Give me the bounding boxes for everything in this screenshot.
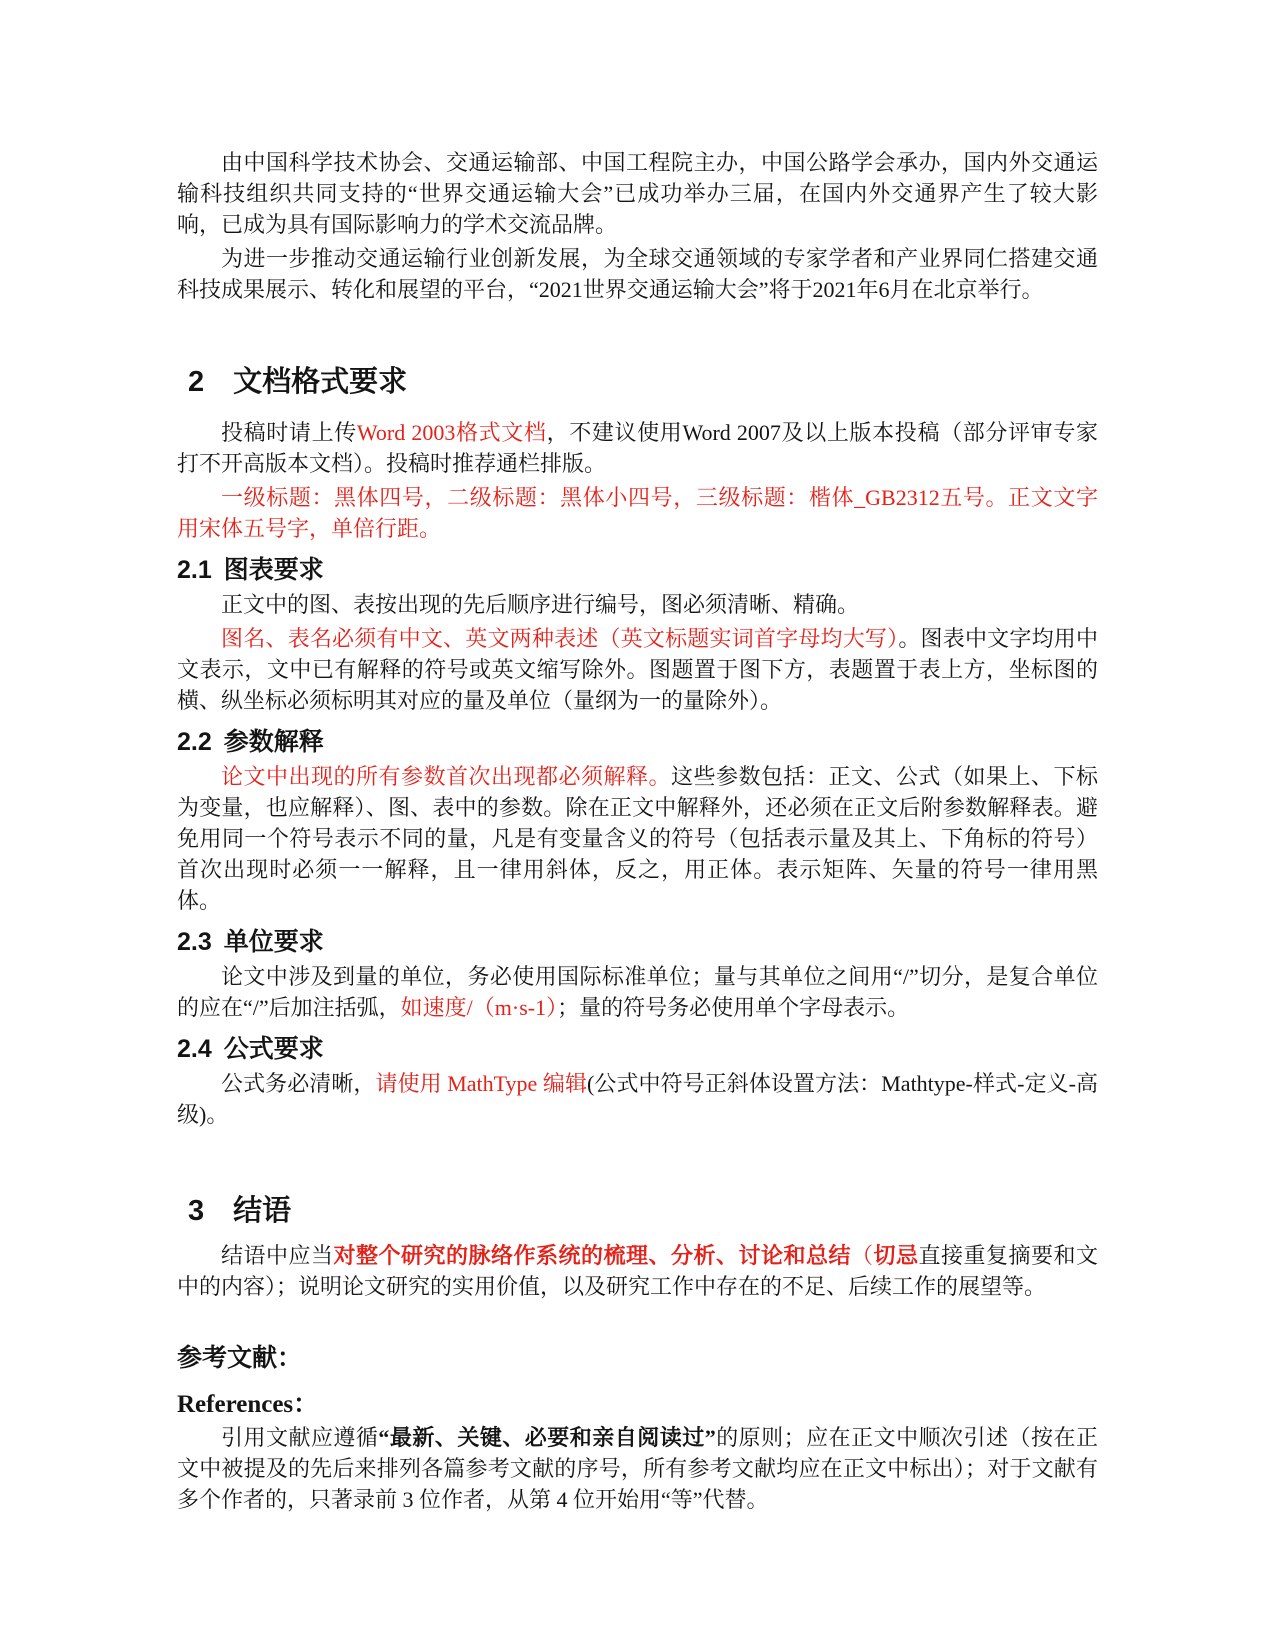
text-run: 由中国科学技术协会、交通运输部、中国工程院主办，中国公路学会承办，国内外交通运输科技组织共同支持的“世界交通运输大会”已成功举办三届，在国内外交通界产生了较大影响，已成为具有国际影响力的学术交流品牌。 bbox=[177, 150, 1098, 237]
text-run: 直接重复摘要和文中的内容）；说明论文研究的实用价值，以及研究工作中存在的不足、后续工作的展望等。 bbox=[177, 1243, 1098, 1299]
section-2-4-title: 公式要求 bbox=[223, 1035, 324, 1063]
section-2-1-heading bbox=[177, 554, 1098, 586]
section-2-2-title: 参数解释 bbox=[223, 728, 324, 756]
paragraph-units bbox=[177, 961, 1098, 1023]
text-run: 如速度/（m·s-1） bbox=[400, 995, 558, 1020]
paragraph-figures-captions bbox=[177, 623, 1098, 716]
text-run: (公式中符号正斜体设置方法：Mathtype-样式-定义-高级)。 bbox=[177, 1071, 1098, 1127]
section-2-4-number: 2.4 bbox=[177, 1035, 212, 1063]
text-run: 图名、表名必须有中文、英文两种表述（英文标题实词首字母均大写） bbox=[221, 626, 899, 651]
text-run: 切忌 bbox=[873, 1243, 919, 1268]
text-run: 论文中涉及到量的单位，务必使用国际标准单位；量与其单位之间用“/”切分，是复合单位的应在“/”后加注括弧， bbox=[177, 964, 1098, 1020]
text-run: 的原则；应在正文中顺次引述（按在正文中被提及的先后来排列各篇参考文献的序号，所有参考文献均应在正文中标出）；对于文献有多个作者的，只著录前 3 位作者，从第 4 位开始用“等”代替。 bbox=[177, 1425, 1098, 1512]
section-2-number: 2 bbox=[188, 366, 205, 398]
section-2-4-heading bbox=[177, 1033, 1098, 1065]
text-run: 公式务必清晰， bbox=[221, 1071, 376, 1096]
text-run: 对整个研究的脉络作系统的梳理、分析、讨论和总结 bbox=[333, 1243, 851, 1268]
section-3-number: 3 bbox=[188, 1195, 205, 1227]
paragraph-intro-1 bbox=[177, 147, 1098, 240]
text-run: “最新、关键、必要和亲自阅读过” bbox=[378, 1425, 716, 1450]
text-run: Word 2003格式文档 bbox=[356, 420, 547, 445]
text-run: 正文中的图、表按出现的先后顺序进行编号，图必须清晰、精确。 bbox=[221, 592, 860, 617]
text-run: 论文中出现的所有参数首次出现都必须解释。 bbox=[221, 764, 671, 789]
text-run: 为进一步推动交通运输行业创新发展，为全球交通领域的专家学者和产业界同仁搭建交通科技成果展示、转化和展望的平台，“2021世界交通运输大会”将于2021年6月在北京举行。 bbox=[177, 246, 1098, 302]
section-2-1-number: 2.1 bbox=[177, 556, 212, 584]
section-2-3-heading bbox=[177, 926, 1098, 958]
paragraph-conclusion bbox=[177, 1240, 1098, 1302]
paragraph-figures-numbering bbox=[177, 589, 1098, 620]
text-run: 。图表中文字均用中文表示，文中已有解释的符号或英文缩写除外。图题置于图下方，表题置于表上方，坐标图的横、纵坐标必须标明其对应的量及单位（量纲为一的量除外）。 bbox=[177, 626, 1098, 713]
text-run: ，不建议使用Word 2007及以上版本投稿（部分评审专家打不开高版本文档）。投稿时推荐通栏排版。 bbox=[177, 420, 1098, 476]
section-2-3-number: 2.3 bbox=[177, 928, 212, 956]
text-run: 请使用 MathType 编辑 bbox=[375, 1071, 588, 1096]
section-2-2-number: 2.2 bbox=[177, 728, 212, 756]
text-run: ；量的符号务必使用单个字母表示。 bbox=[557, 995, 910, 1020]
text-run: 结语中应当 bbox=[221, 1243, 334, 1268]
text-run: 一级标题：黑体四号，二级标题：黑体小四号，三级标题：楷体_GB2312五号。正文文字用宋体五号字，单倍行距。 bbox=[177, 485, 1098, 541]
text-run: 这些参数包括：正文、公式（如果上、下标为变量，也应解释）、图、表中的参数。除在正文中解释外，还必须在正文后附参数解释表。避免用同一个符号表示不同的量，凡是有变量含义的符号（包括表示量及其上、下角标的符号）首次出现时必须一一解释，且一律用斜体，反之，用正体。表示矩阵、矢量的符号一律用黑体。 bbox=[177, 764, 1098, 913]
text-run: 引用文献应遵循 bbox=[221, 1425, 379, 1450]
section-2-2-heading bbox=[177, 726, 1098, 758]
references-heading-en: References： bbox=[177, 1391, 319, 1418]
paragraph-parameters bbox=[177, 761, 1098, 916]
references-heading-cn: 参考文献： bbox=[177, 1344, 303, 1372]
section-2-heading bbox=[177, 363, 1098, 401]
section-2-1-title: 图表要求 bbox=[223, 556, 324, 584]
paragraph-formulas bbox=[177, 1068, 1098, 1130]
text-run: 投稿时请上传 bbox=[221, 420, 357, 445]
section-3-heading bbox=[177, 1192, 1098, 1230]
paragraph-citation-rules bbox=[177, 1422, 1098, 1515]
paragraph-intro-2 bbox=[177, 243, 1098, 305]
section-2-title: 文档格式要求 bbox=[233, 366, 408, 398]
section-2-3-title: 单位要求 bbox=[223, 928, 324, 956]
paragraph-upload-format bbox=[177, 417, 1098, 479]
document-content bbox=[177, 0, 1098, 1518]
paragraph-heading-styles bbox=[177, 482, 1098, 544]
section-3-title: 结语 bbox=[233, 1195, 292, 1227]
text-run: （ bbox=[850, 1243, 874, 1268]
